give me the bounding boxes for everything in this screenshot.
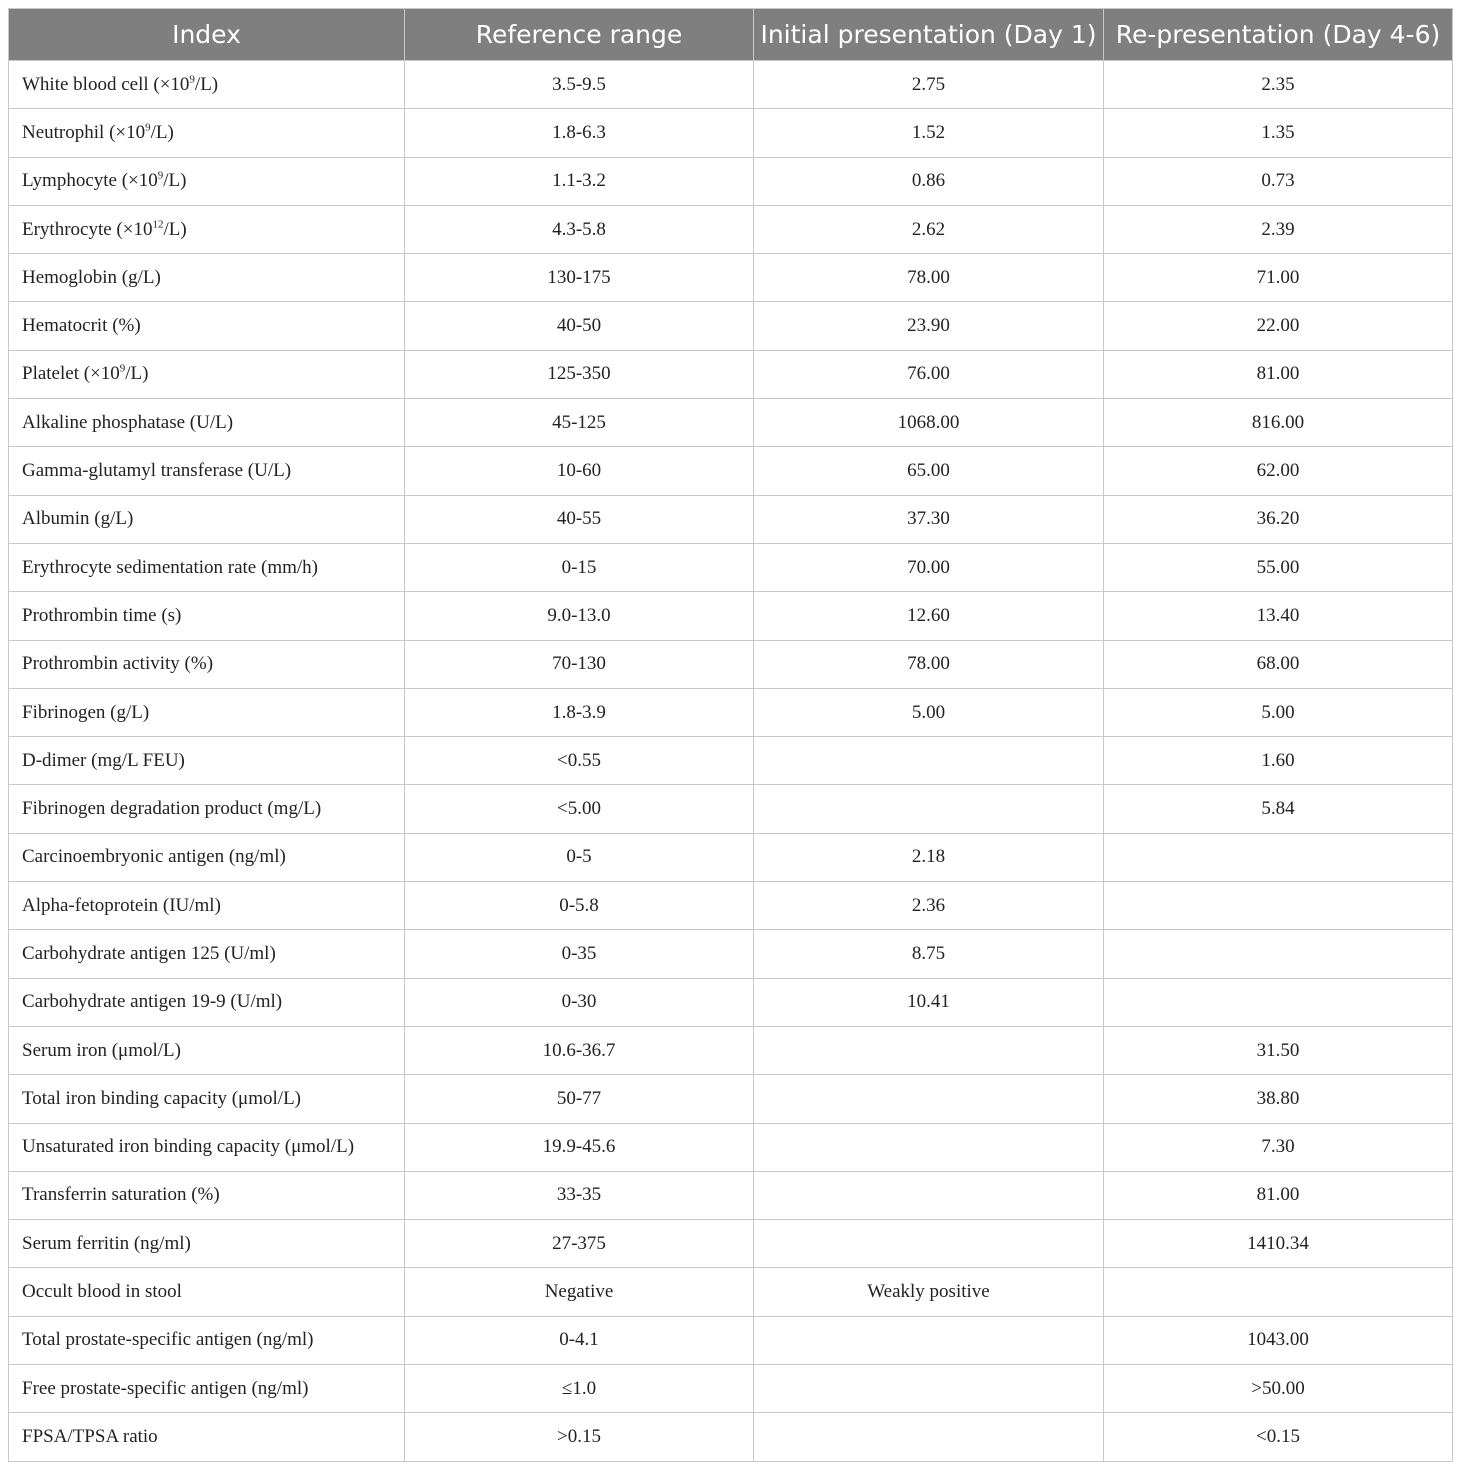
table-row (9, 1268, 1453, 1316)
cell-initial-presentation: 8.75 (754, 930, 1104, 978)
cell-initial-presentation: 23.90 (754, 302, 1104, 350)
index-label: Total prostate-specific antigen (ng/ml) (22, 1329, 314, 1351)
cell-index (9, 1413, 405, 1461)
index-label: White blood cell (×10 (22, 73, 190, 95)
lab-results-table-container (8, 8, 1452, 1462)
cell-initial-presentation: Weakly positive (754, 1268, 1104, 1316)
cell-reference-range: 40-50 (405, 302, 754, 350)
index-label: FPSA/TPSA ratio (22, 1425, 158, 1447)
index-exponent: 9 (189, 73, 195, 86)
cell-reference-range: 1.1-3.2 (405, 157, 754, 205)
table-row (9, 1365, 1453, 1413)
cell-index (9, 833, 405, 881)
cell-initial-presentation: 70.00 (754, 543, 1104, 591)
index-label: Lymphocyte (×10 (22, 170, 158, 192)
index-unit-suffix: /L) (163, 218, 187, 240)
cell-re-presentation: 31.50 (1104, 1026, 1453, 1074)
cell-re-presentation: 5.00 (1104, 688, 1453, 736)
cell-re-presentation (1104, 978, 1453, 1026)
cell-initial-presentation (754, 1413, 1104, 1461)
table-row (9, 302, 1453, 350)
cell-index (9, 205, 405, 253)
index-label: D-dimer (mg/L FEU) (22, 749, 185, 771)
cell-initial-presentation: 5.00 (754, 688, 1104, 736)
table-row (9, 399, 1453, 447)
cell-initial-presentation: 2.62 (754, 205, 1104, 253)
cell-index (9, 930, 405, 978)
cell-index (9, 1316, 405, 1364)
cell-re-presentation: 816.00 (1104, 399, 1453, 447)
table-row (9, 882, 1453, 930)
index-label: Gamma-glutamyl transferase (U/L) (22, 460, 292, 482)
table-row (9, 109, 1453, 157)
index-unit-suffix: /L) (150, 121, 174, 143)
table-row (9, 543, 1453, 591)
index-label: Unsaturated iron binding capacity (μmol/L) (22, 1136, 355, 1158)
table-row (9, 1171, 1453, 1219)
cell-reference-range: <5.00 (405, 785, 754, 833)
table-header (9, 9, 1453, 61)
cell-initial-presentation: 1.52 (754, 109, 1104, 157)
cell-index (9, 1026, 405, 1074)
cell-index (9, 1220, 405, 1268)
index-unit-suffix: /L) (194, 73, 219, 95)
table-body (9, 61, 1453, 1462)
table-row (9, 785, 1453, 833)
cell-initial-presentation: 2.75 (754, 61, 1104, 109)
cell-index (9, 592, 405, 640)
cell-index (9, 882, 405, 930)
cell-initial-presentation (754, 1220, 1104, 1268)
cell-index (9, 1365, 405, 1413)
cell-re-presentation: 81.00 (1104, 1171, 1453, 1219)
index-label: Fibrinogen degradation product (mg/L) (22, 798, 322, 820)
cell-reference-range: 9.0-13.0 (405, 592, 754, 640)
table-row (9, 1123, 1453, 1171)
index-unit-suffix: /L) (125, 363, 149, 385)
cell-initial-presentation: 1068.00 (754, 399, 1104, 447)
cell-initial-presentation (754, 1123, 1104, 1171)
cell-reference-range: 10.6-36.7 (405, 1026, 754, 1074)
cell-reference-range: 1.8-3.9 (405, 688, 754, 736)
index-label: Occult blood in stool (22, 1281, 182, 1303)
cell-re-presentation: 38.80 (1104, 1075, 1453, 1123)
cell-initial-presentation: 2.18 (754, 833, 1104, 881)
cell-re-presentation: 71.00 (1104, 254, 1453, 302)
index-label: Hemoglobin (g/L) (22, 266, 161, 288)
cell-initial-presentation: 0.86 (754, 157, 1104, 205)
cell-reference-range: 27-375 (405, 1220, 754, 1268)
table-row (9, 61, 1453, 109)
cell-re-presentation: 7.30 (1104, 1123, 1453, 1171)
cell-re-presentation: 22.00 (1104, 302, 1453, 350)
index-label: Neutrophil (×10 (22, 121, 146, 143)
cell-initial-presentation: 76.00 (754, 350, 1104, 398)
table-row (9, 737, 1453, 785)
cell-re-presentation: 68.00 (1104, 640, 1453, 688)
cell-initial-presentation (754, 1075, 1104, 1123)
cell-re-presentation: 81.00 (1104, 350, 1453, 398)
cell-reference-range: <0.55 (405, 737, 754, 785)
cell-initial-presentation (754, 785, 1104, 833)
index-exponent: 9 (157, 169, 164, 182)
index-label: Alpha-fetoprotein (IU/ml) (22, 894, 221, 916)
cell-re-presentation (1104, 833, 1453, 881)
cell-re-presentation: 55.00 (1104, 543, 1453, 591)
cell-reference-range: 33-35 (405, 1171, 754, 1219)
table-row (9, 350, 1453, 398)
cell-index (9, 495, 405, 543)
index-label: Erythrocyte (×10 (22, 218, 153, 240)
cell-index (9, 302, 405, 350)
table-row (9, 1316, 1453, 1364)
cell-reference-range: 0-5.8 (405, 882, 754, 930)
cell-reference-range: Negative (405, 1268, 754, 1316)
cell-re-presentation (1104, 930, 1453, 978)
table-row (9, 930, 1453, 978)
cell-initial-presentation (754, 737, 1104, 785)
cell-re-presentation: <0.15 (1104, 1413, 1453, 1461)
cell-initial-presentation: 12.60 (754, 592, 1104, 640)
cell-index (9, 978, 405, 1026)
cell-initial-presentation (754, 1171, 1104, 1219)
cell-reference-range: 50-77 (405, 1075, 754, 1123)
index-label: Serum iron (μmol/L) (22, 1039, 181, 1061)
cell-re-presentation: 2.39 (1104, 205, 1453, 253)
table-row (9, 1220, 1453, 1268)
index-label: Erythrocyte sedimentation rate (mm/h) (22, 556, 318, 578)
table-row (9, 688, 1453, 736)
cell-index (9, 688, 405, 736)
cell-initial-presentation: 78.00 (754, 640, 1104, 688)
cell-initial-presentation: 37.30 (754, 495, 1104, 543)
table-row (9, 205, 1453, 253)
lab-results-table (8, 8, 1453, 1462)
index-label: Transferrin saturation (%) (22, 1184, 220, 1206)
header-initial-presentation: Initial presentation (Day 1) (754, 9, 1104, 61)
index-label: Alkaline phosphatase (U/L) (22, 411, 234, 433)
cell-reference-range: 130-175 (405, 254, 754, 302)
index-label: Albumin (g/L) (22, 508, 134, 530)
cell-re-presentation: >50.00 (1104, 1365, 1453, 1413)
cell-re-presentation: 2.35 (1104, 61, 1453, 109)
header-re-presentation: Re-presentation (Day 4-6) (1104, 9, 1453, 61)
cell-reference-range: 40-55 (405, 495, 754, 543)
cell-reference-range: ≤1.0 (405, 1365, 754, 1413)
cell-re-presentation: 5.84 (1104, 785, 1453, 833)
cell-initial-presentation (754, 1365, 1104, 1413)
cell-reference-range: 0-4.1 (405, 1316, 754, 1364)
table-row (9, 495, 1453, 543)
cell-initial-presentation: 78.00 (754, 254, 1104, 302)
cell-index (9, 61, 405, 109)
cell-re-presentation: 1410.34 (1104, 1220, 1453, 1268)
cell-reference-range: 1.8-6.3 (405, 109, 754, 157)
cell-index (9, 543, 405, 591)
cell-reference-range: 0-5 (405, 833, 754, 881)
cell-initial-presentation (754, 1026, 1104, 1074)
cell-re-presentation: 62.00 (1104, 447, 1453, 495)
cell-reference-range: 19.9-45.6 (405, 1123, 754, 1171)
table-row (9, 254, 1453, 302)
cell-re-presentation: 0.73 (1104, 157, 1453, 205)
cell-re-presentation (1104, 882, 1453, 930)
cell-re-presentation: 13.40 (1104, 592, 1453, 640)
index-label: Carbohydrate antigen 125 (U/ml) (22, 942, 276, 964)
cell-initial-presentation (754, 1316, 1104, 1364)
cell-index (9, 640, 405, 688)
index-label: Fibrinogen (g/L) (22, 701, 150, 723)
cell-reference-range: 0-30 (405, 978, 754, 1026)
cell-reference-range: >0.15 (405, 1413, 754, 1461)
table-row (9, 1026, 1453, 1074)
table-row (9, 157, 1453, 205)
table-row (9, 592, 1453, 640)
cell-re-presentation: 36.20 (1104, 495, 1453, 543)
cell-reference-range: 0-15 (405, 543, 754, 591)
index-exponent: 9 (119, 363, 126, 376)
index-label: Prothrombin time (s) (22, 604, 182, 626)
index-exponent: 9 (145, 121, 151, 134)
header-reference-range: Reference range (405, 9, 754, 61)
table-row (9, 447, 1453, 495)
cell-re-presentation: 1.60 (1104, 737, 1453, 785)
cell-index (9, 1075, 405, 1123)
cell-index (9, 157, 405, 205)
cell-re-presentation (1104, 1268, 1453, 1316)
cell-re-presentation: 1.35 (1104, 109, 1453, 157)
cell-reference-range: 0-35 (405, 930, 754, 978)
index-label: Prothrombin activity (%) (22, 653, 214, 675)
header-row (9, 9, 1453, 61)
cell-index (9, 1268, 405, 1316)
cell-reference-range: 3.5-9.5 (405, 61, 754, 109)
index-label: Hematocrit (%) (22, 315, 141, 337)
cell-index (9, 254, 405, 302)
index-label: Free prostate-specific antigen (ng/ml) (22, 1377, 309, 1399)
cell-reference-range: 10-60 (405, 447, 754, 495)
table-row (9, 1413, 1453, 1461)
cell-re-presentation: 1043.00 (1104, 1316, 1453, 1364)
cell-index (9, 1171, 405, 1219)
index-label: Carcinoembryonic antigen (ng/ml) (22, 846, 286, 868)
index-label: Platelet (×10 (22, 363, 120, 385)
table-row (9, 978, 1453, 1026)
table-row (9, 833, 1453, 881)
cell-reference-range: 45-125 (405, 399, 754, 447)
index-label: Serum ferritin (ng/ml) (22, 1232, 191, 1254)
cell-index (9, 785, 405, 833)
cell-reference-range: 4.3-5.8 (405, 205, 754, 253)
table-row (9, 1075, 1453, 1123)
index-unit-suffix: /L) (163, 170, 187, 192)
index-exponent: 12 (152, 218, 164, 231)
cell-initial-presentation: 2.36 (754, 882, 1104, 930)
cell-index (9, 350, 405, 398)
cell-reference-range: 70-130 (405, 640, 754, 688)
cell-index (9, 447, 405, 495)
cell-index (9, 399, 405, 447)
cell-index (9, 109, 405, 157)
cell-index (9, 1123, 405, 1171)
cell-reference-range: 125-350 (405, 350, 754, 398)
cell-index (9, 737, 405, 785)
header-index: Index (9, 9, 405, 61)
index-label: Carbohydrate antigen 19-9 (U/ml) (22, 991, 283, 1013)
cell-initial-presentation: 65.00 (754, 447, 1104, 495)
cell-initial-presentation: 10.41 (754, 978, 1104, 1026)
table-row (9, 640, 1453, 688)
index-label: Total iron binding capacity (μmol/L) (22, 1087, 302, 1109)
